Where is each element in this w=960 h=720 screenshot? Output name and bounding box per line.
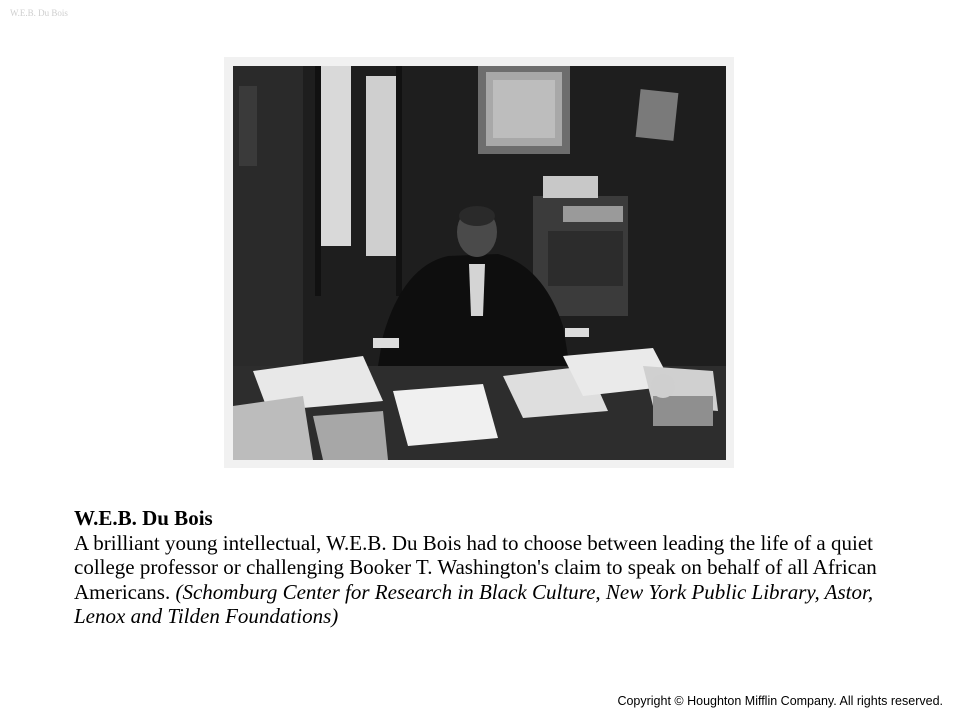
caption bbox=[74, 506, 914, 629]
caption-title: W.E.B. Du Bois bbox=[74, 506, 213, 530]
photo-frame bbox=[224, 57, 734, 468]
photo-illustration bbox=[233, 66, 726, 460]
du-bois-photograph bbox=[233, 66, 726, 460]
caption-credit: (Schomburg Center for Research in Black Culture, New York Public Library, Astor, Lenox and Tilden Foundations) bbox=[74, 579, 874, 628]
caption-body: A brilliant young intellectual, W.E.B. Du Bois had to choose between leading the life of a quiet college professor or challenging Booker T. Washington's claim to speak on behalf of all African Americans. bbox=[74, 530, 877, 604]
slide-header-label: W.E.B. Du Bois bbox=[10, 8, 68, 18]
copyright-notice: Copyright © Houghton Mifflin Company. All rights reserved. bbox=[617, 694, 943, 708]
